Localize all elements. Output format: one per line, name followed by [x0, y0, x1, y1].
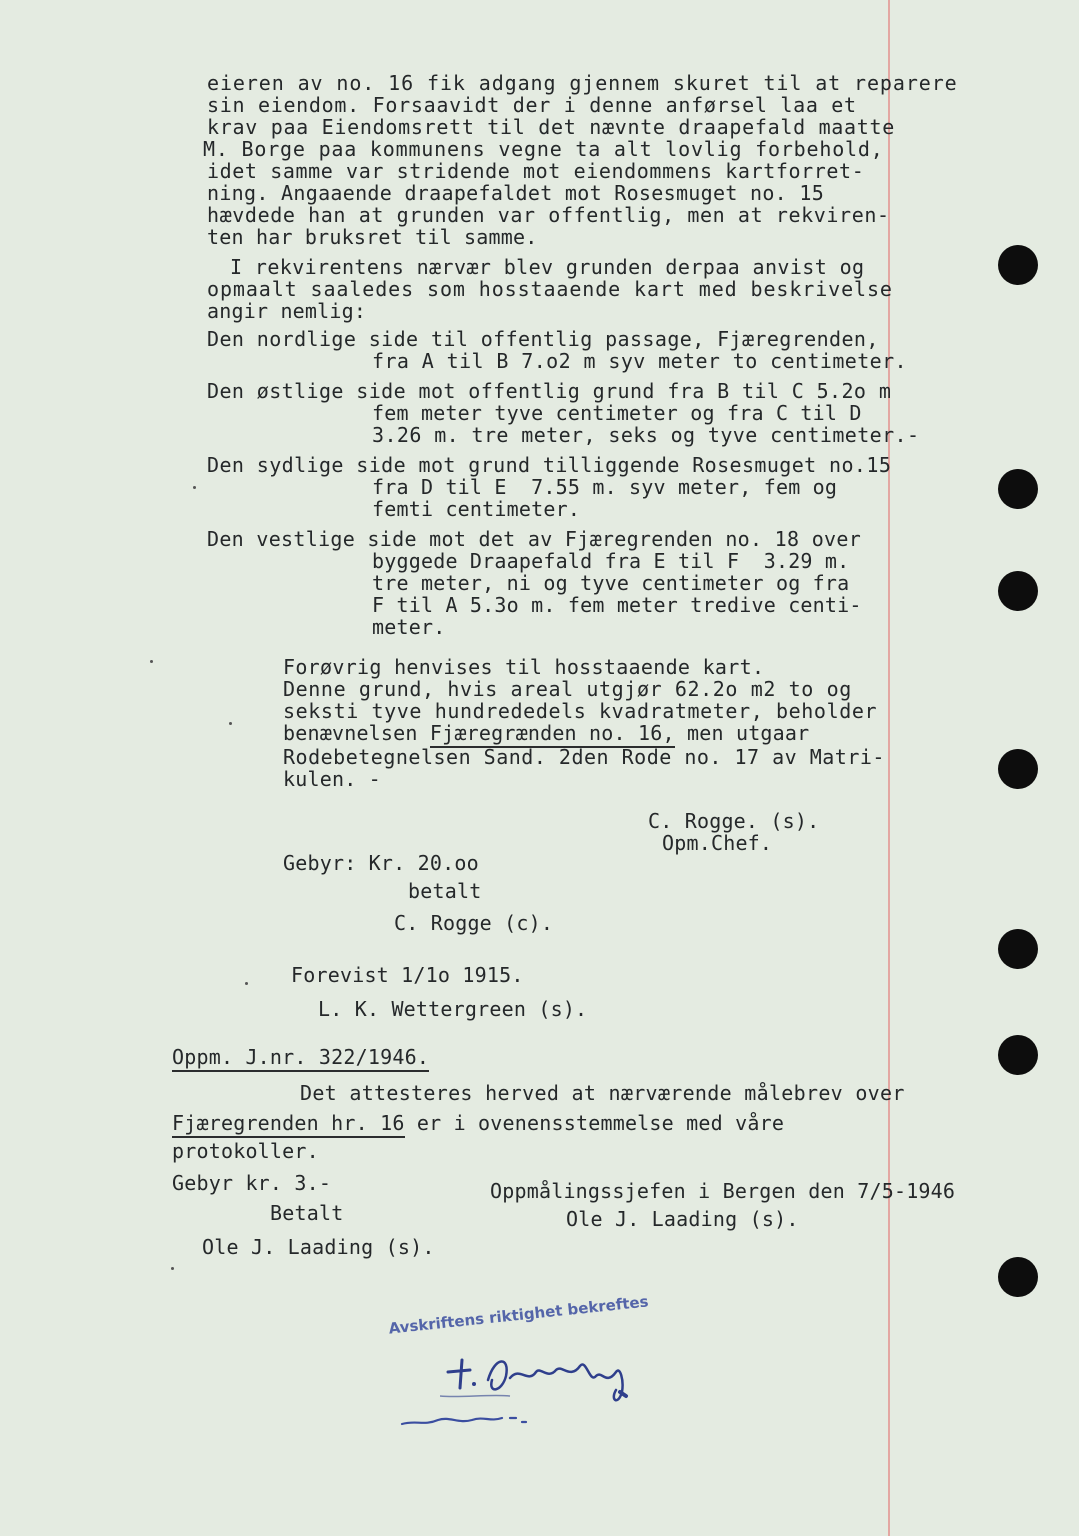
punch-hole: [998, 1035, 1038, 1075]
stray-mark: [193, 486, 196, 489]
text-segment: men utgaar: [686, 721, 810, 745]
underlined-address: Fjæregrenden hr. 16: [172, 1111, 405, 1138]
journal-number: [172, 1046, 429, 1068]
signature-text: C. Rogge (c).: [394, 911, 554, 935]
text-line: Forøvrig henvises til hosstaaende kart.: [283, 655, 765, 679]
text-line: femti centimeter.: [372, 497, 581, 521]
text-line: F til A 5.3o m. fem meter tredive centi-: [372, 593, 862, 617]
underlined-address: Fjæregrænden no. 16,: [430, 721, 675, 748]
signature-text: L. K. Wettergreen (s).: [318, 997, 588, 1021]
margin-rule: [888, 0, 890, 1536]
text-segment: er i ovenensstemmelse med våre: [416, 1111, 785, 1135]
ink-scribble: [398, 1408, 528, 1432]
text-line: protokoller.: [172, 1139, 319, 1163]
fee-line: Gebyr: Kr. 20.oo: [283, 851, 479, 875]
stray-mark: [245, 982, 248, 985]
text-line: Denne grund, hvis areal utgjør 62.2o m2 to og: [283, 677, 852, 701]
text-line: eieren av no. 16 fik adgang gjennem skuret til at reparere: [207, 71, 958, 95]
text-line: Den østlige side mot offentlig grund fra B til C 5.2o m: [207, 379, 892, 403]
punch-hole: [998, 749, 1038, 789]
text-line: Oppmålingssjefen i Bergen den 7/5-1946: [490, 1179, 956, 1203]
text-line: Rodebetegnelsen Sand. 2den Rode no. 17 av Matri-: [283, 745, 885, 769]
punch-hole: [998, 1257, 1038, 1297]
text-line: [283, 722, 809, 744]
text-line: Den vestlige side mot det av Fjæregrenden no. 18 over: [207, 527, 862, 551]
signature-text: Ole J. Laading (s).: [566, 1207, 799, 1231]
text-line: I rekvirentens nærvær blev grunden derpaa anvist og: [230, 255, 865, 279]
text-line: 3.26 m. tre meter, seks og tyve centimeter.-: [372, 423, 920, 447]
text-line: ning. Angaaende draapefaldet mot Rosesmuget no. 15: [207, 181, 825, 205]
text-line: Det attesteres herved at nærværende målebrev over: [300, 1081, 905, 1105]
text-line: byggede Draapefald fra E til F 3.29 m.: [372, 549, 850, 573]
text-line: opmaalt saaledes som hosstaaende kart med beskrivelse: [207, 277, 893, 301]
text-line: tre meter, ni og tyve centimeter og fra: [372, 571, 850, 595]
text-segment: benævnelsen: [283, 721, 418, 745]
text-line: seksti tyve hundrededels kvadratmeter, beholder: [283, 699, 878, 723]
text-line: fem meter tyve centimeter og fra C til D: [372, 401, 862, 425]
text-line: sin eiendom. Forsaavidt der i denne anførsel laa et: [207, 93, 857, 117]
text-line: hævdede han at grunden var offentlig, men at rekviren-: [207, 203, 890, 227]
punch-hole: [998, 929, 1038, 969]
text-line: fra D til E 7.55 m. syv meter, fem og: [372, 475, 838, 499]
signature-title: Opm.Chef.: [662, 831, 773, 855]
text-line: idet samme var stridende mot eiendommens kartforret-: [207, 159, 865, 183]
signature-text: C. Rogge. (s).: [648, 809, 820, 833]
stray-mark: [171, 1267, 174, 1270]
text-line: Den sydlige side mot grund tilliggende Rosesmuget no.15: [207, 453, 892, 477]
text-line: M. Borge paa kommunens vegne ta alt lovlig forbehold,: [203, 137, 884, 161]
text-line: [172, 1112, 784, 1134]
text-line: kulen. -: [283, 767, 381, 791]
stray-mark: [229, 722, 232, 725]
journal-number-text: Oppm. J.nr. 322/1946.: [172, 1045, 429, 1072]
text-line: Forevist 1/1o 1915.: [291, 963, 524, 987]
fee-line: Gebyr kr. 3.-: [172, 1171, 332, 1195]
punch-hole: [998, 245, 1038, 285]
paid-line: betalt: [408, 879, 482, 903]
text-line: angir nemlig:: [207, 299, 367, 323]
stray-mark: [150, 660, 153, 663]
text-line: krav paa Eiendomsrett til det nævnte draapefald maatte: [207, 115, 896, 139]
certification-stamp: Avskriftens riktighet bekreftes: [387, 1292, 650, 1338]
signature-text: Ole J. Laading (s).: [202, 1235, 435, 1259]
text-line: fra A til B 7.o2 m syv meter to centimeter.: [372, 349, 907, 373]
text-line: ten har bruksret til samme.: [207, 225, 538, 249]
paid-line: Betalt: [270, 1201, 344, 1225]
punch-hole: [998, 571, 1038, 611]
punch-hole: [998, 469, 1038, 509]
text-line: meter.: [372, 615, 446, 639]
text-line: Den nordlige side til offentlig passage, Fjæregrenden,: [207, 327, 879, 351]
